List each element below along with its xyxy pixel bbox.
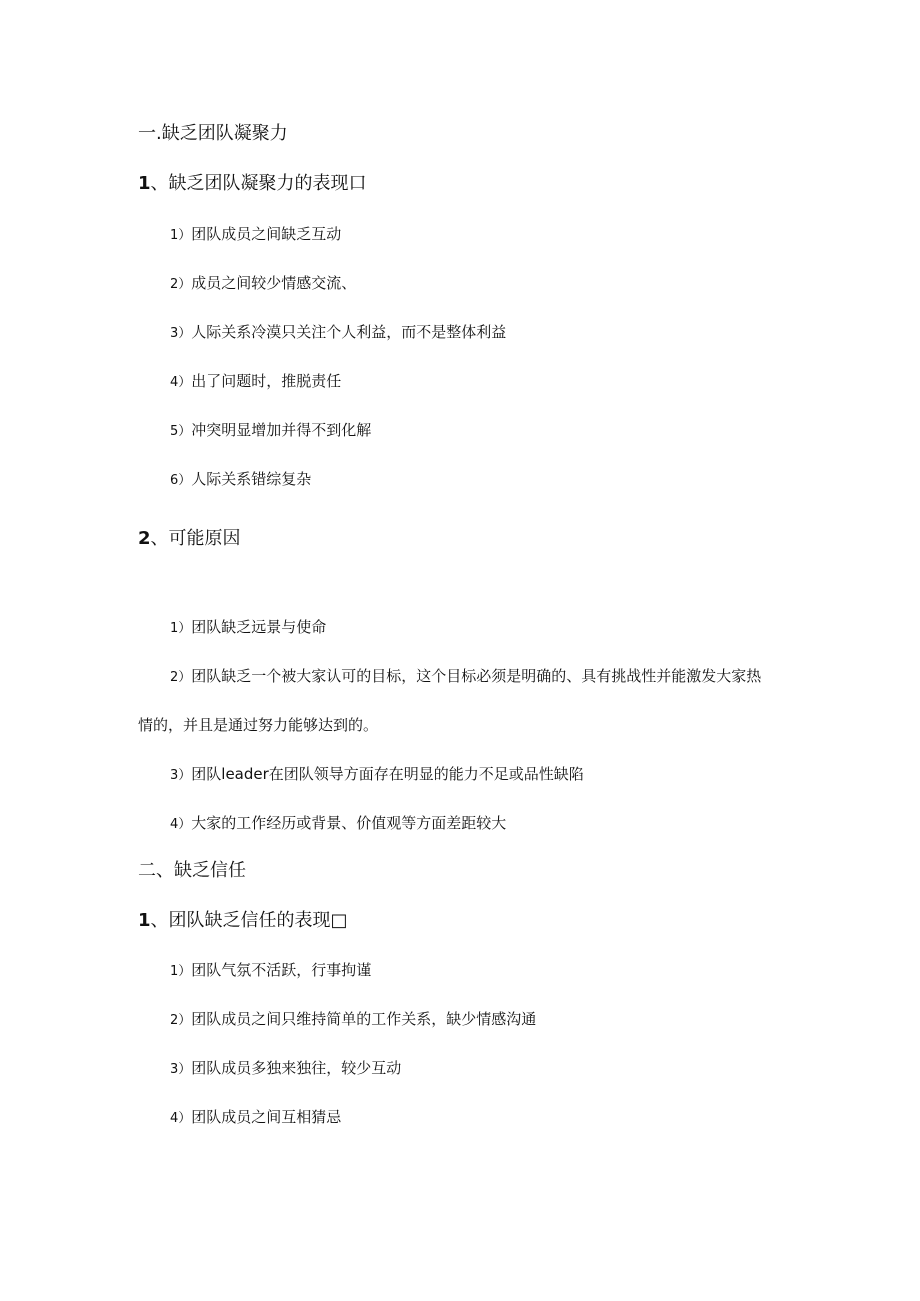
list-item-text: 团队成员之间缺乏互动: [191, 225, 342, 243]
heading-number: 1: [138, 173, 151, 194]
list-item-text: 冲突明显增加并得不到化解: [191, 421, 372, 439]
list-item-number: 2）: [170, 670, 192, 685]
list-item-number: 3）: [170, 326, 192, 341]
list-item-number: 6）: [170, 473, 192, 488]
heading-text: 、缺乏团队凝聚力的表现口: [150, 173, 367, 194]
list-item-continuation: [138, 718, 378, 733]
list-item-number: 1）: [170, 228, 192, 243]
list-item-number: 4）: [170, 817, 192, 832]
section-1-title: [138, 125, 288, 143]
list-item-number: 3）: [170, 1062, 192, 1077]
list-item-number: 5）: [170, 424, 192, 439]
heading-text: 、团队缺乏信任的表现□: [150, 910, 348, 931]
list-item-number: 2）: [170, 1013, 192, 1028]
list-item-number: 2）: [170, 277, 192, 292]
list-item: [170, 963, 371, 978]
section-1-sub-1-heading: [138, 175, 367, 193]
section-1-title-text: 一.缺乏团队凝聚力: [138, 123, 288, 144]
list-item-text: 大家的工作经历或背景、价值观等方面差距较大: [191, 814, 507, 832]
list-item: [170, 1110, 341, 1125]
section-1-sub-2-heading: [138, 530, 241, 548]
list-item-number: 1）: [170, 621, 192, 636]
list-item-text: 团队成员之间互相猜忌: [191, 1108, 342, 1126]
list-item: [170, 276, 356, 291]
list-item-number: 4）: [170, 1111, 192, 1126]
list-item-text: 团队缺乏一个被大家认可的目标，这个目标必须是明确的、具有挑战性并能激发大家热: [191, 667, 762, 685]
list-item-text: 人际关系错综复杂: [191, 470, 312, 488]
list-item: [170, 423, 371, 438]
list-item-text: 情的，并且是通过努力能够达到的。: [138, 716, 379, 734]
list-item-text: 团队成员多独来独往，较少互动: [191, 1059, 402, 1077]
list-item: [170, 1012, 536, 1027]
list-item: [170, 325, 506, 340]
list-item-text: 成员之间较少情感交流、: [191, 274, 357, 292]
list-item-text: 出了问题时，推脱责任: [191, 372, 342, 390]
list-item: [170, 472, 311, 487]
list-item-number: 3）: [170, 768, 192, 783]
list-item-number: 1）: [170, 964, 192, 979]
list-item-text: 团队leader在团队领导方面存在明显的能力不足或品性缺陷: [191, 765, 584, 783]
list-item: [170, 1061, 401, 1076]
list-item: [170, 374, 341, 389]
list-item-text: 团队气氛不活跃，行事拘谨: [191, 961, 372, 979]
list-item: [170, 767, 584, 782]
list-item-text: 团队成员之间只维持简单的工作关系，缺少情感沟通: [191, 1010, 537, 1028]
section-2-title-text: 二、缺乏信任: [138, 860, 246, 881]
list-item-text: 团队缺乏远景与使命: [191, 618, 327, 636]
list-item: [170, 227, 341, 242]
list-item-text: 人际关系冷漠只关注个人利益，而不是整体利益: [191, 323, 507, 341]
section-2-sub-1-heading: [138, 912, 348, 930]
heading-number: 2: [138, 528, 151, 549]
list-item-number: 4）: [170, 375, 192, 390]
list-item: [170, 620, 326, 635]
heading-text: 、可能原因: [150, 528, 241, 549]
heading-number: 1: [138, 910, 151, 931]
list-item: [170, 816, 506, 831]
list-item: [170, 669, 761, 684]
section-2-title: [138, 862, 246, 880]
